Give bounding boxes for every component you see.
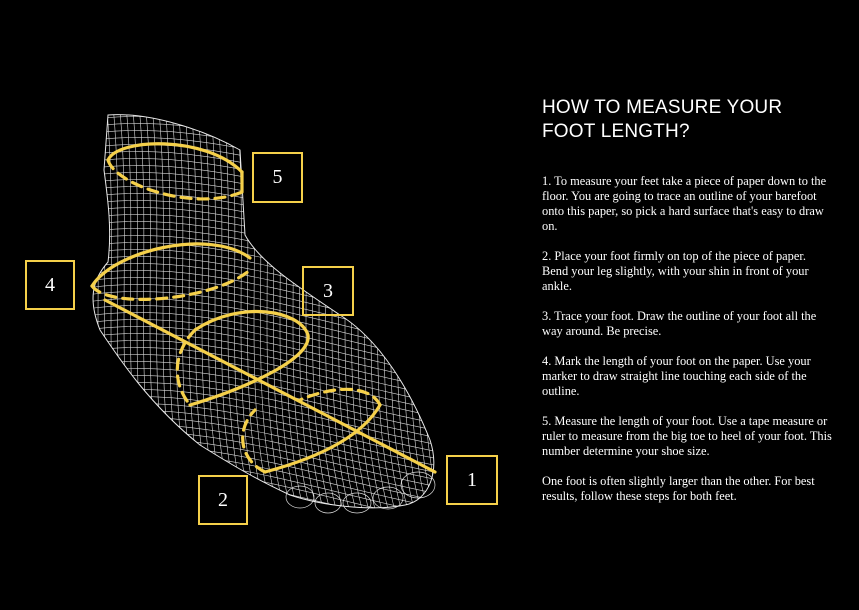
marker-5: 5 <box>252 152 303 203</box>
step-3: 3. Trace your foot. Draw the outline of your foot all the way around. Be precise. <box>542 309 817 338</box>
step-5: 5. Measure the length of your foot. Use a tape measure or ruler to measure from the big toe to heel of your foot. This number determine your shoe size. <box>542 414 832 458</box>
marker-4: 4 <box>25 260 75 310</box>
instructions-panel <box>542 96 832 519</box>
marker-3: 3 <box>302 266 354 316</box>
marker-1: 1 <box>446 455 498 505</box>
title-line-1: HOW TO MEASURE YOUR <box>542 97 783 118</box>
marker-2: 2 <box>198 475 248 525</box>
page-title <box>542 96 832 144</box>
closing-note: One foot is often slightly larger than the other. For best results, follow these steps for both feet. <box>542 474 815 503</box>
step-2: 2. Place your foot firmly on top of the piece of paper. Bend your leg slightly, with your shin in front of your ankle. <box>542 249 809 293</box>
title-line-2: FOOT LENGTH? <box>542 121 690 142</box>
step-1: 1. To measure your feet take a piece of paper down to the floor. You are going to trace an outline of your barefoot onto this paper, so pick a hard surface that's easy to draw on. <box>542 174 827 233</box>
step-4: 4. Mark the length of your foot on the paper. Use your marker to draw straight line touching each side of the outline. <box>542 354 811 398</box>
